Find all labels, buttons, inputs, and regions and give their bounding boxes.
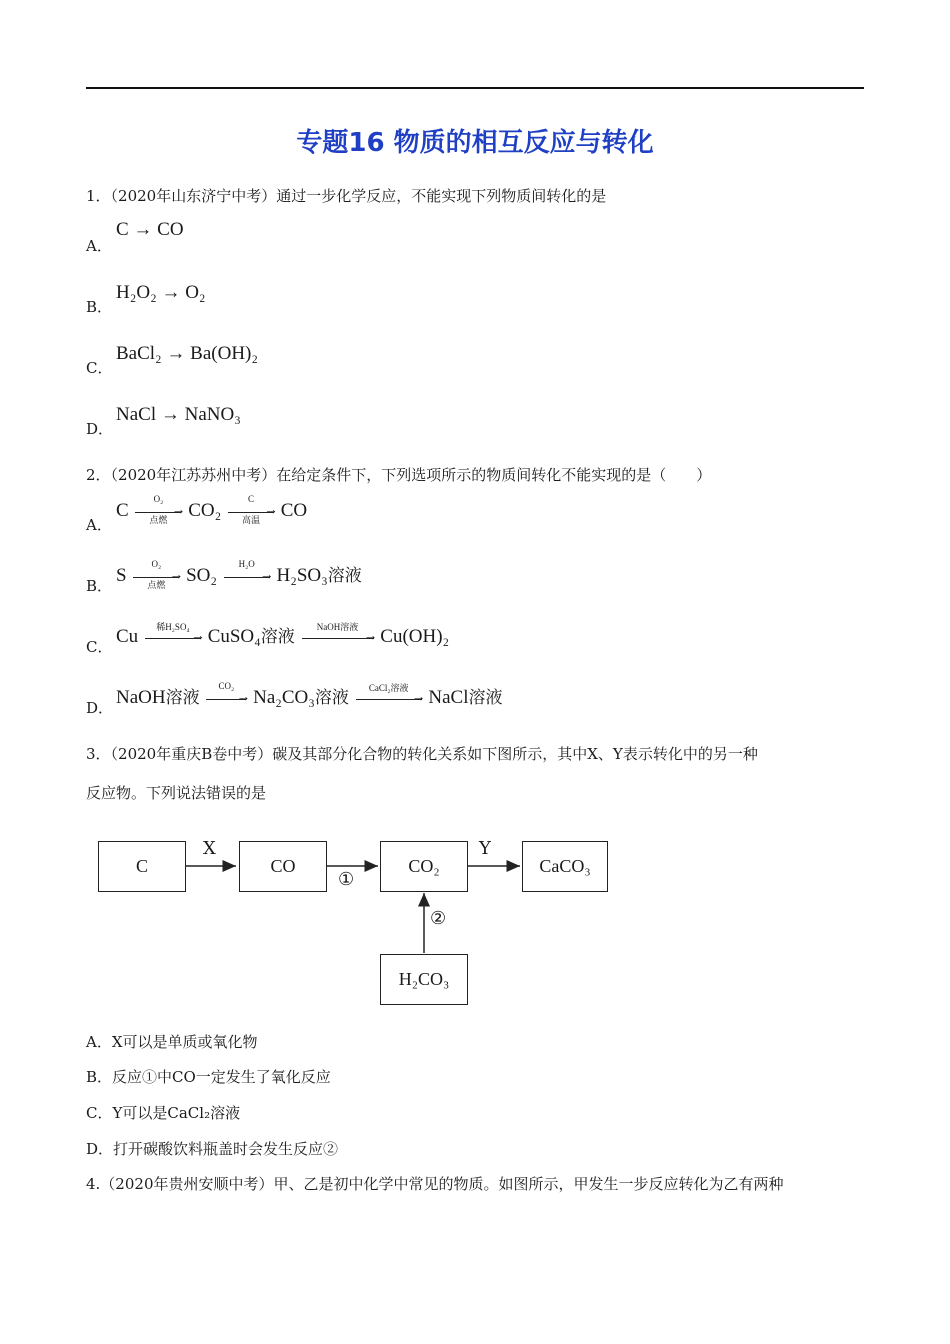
q2-a-end: CO [280,500,308,521]
header-rule [86,87,864,89]
q3-stem-line2: 反应物。下列说法错误的是 [86,784,267,802]
q1-option-c-letter: C． [86,359,113,377]
q2-option-c-formula [116,622,449,648]
q3-option-b: B．反应①中CO一定发生了氧化反应 [86,1068,331,1086]
q2-b-mid: SO₂ [186,565,217,586]
q3-option-c: C．Y可以是CaCl₂溶液 [86,1104,241,1122]
box-caco3: CaCO₃ [522,841,608,892]
q2-a-arrow-1: O₂ → 点燃 [135,502,181,522]
q2-option-a-formula [116,493,308,525]
q2-d-mid: Na₂CO₃ [253,687,315,708]
box-h2co3: H₂CO₃ [380,954,468,1005]
q2-b-start: S [116,565,127,586]
box-co2: CO₂ [380,841,468,892]
q4-stem: 4.（2020年贵州安顺中考）甲、乙是初中化学中常见的物质。如图所示，甲发生一步反应转化为乙有两种 [86,1175,784,1193]
q2-d-end: NaCl [428,687,469,708]
q1-option-d-formula: NaCl → NaNO₃ [116,404,241,425]
q2-c-arrow-1: 稀H₂SO₄ → [145,628,201,648]
label-y: Y [479,838,491,859]
q3-stem-line1: 3．（2020年重庆B卷中考）碳及其部分化合物的转化关系如下图所示，其中X、Y表示转化中的另一种 [86,745,758,763]
q2-stem: 2．（2020年江苏苏州中考）在给定条件下，下列选项所示的物质间转化不能实现的是（ ） [86,466,712,484]
q1-option-b-letter: B． [86,298,113,316]
q2-a-start: C [116,500,129,521]
q2-d-start-cn: 溶液 [165,688,200,708]
q2-b-end: H₂SO₃ [276,565,328,586]
q2-c-start: Cu [116,626,139,647]
q2-d-arrow-2: CaCl₂溶液 → [356,689,422,709]
q2-c-mid-cn: 溶液 [260,627,295,647]
q2-d-arrow-1: CO₂ → [206,689,246,709]
q2-d-start: NaOH [116,687,166,708]
q2-option-d-letter: D． [86,699,114,717]
q2-b-arrow-1: O₂ → 点燃 [133,567,179,587]
q2-c-end: Cu(OH)₂ [380,626,450,647]
q2-option-b-formula [116,558,362,590]
q1-option-a-letter: A． [86,237,112,255]
q2-c-mid: CuSO₄ [207,626,261,647]
label-x: X [203,838,216,859]
carbon-conversion-diagram [88,820,628,1020]
q3-option-d: D．打开碳酸饮料瓶盖时会发生反应② [86,1140,339,1158]
q1-option-b-formula: H₂O₂ → O₂ [116,282,206,303]
q2-a-mid: CO₂ [188,500,222,521]
q1-option-d-letter: D． [86,420,114,438]
box-c: C [98,841,186,892]
q1-option-a-formula: C → CO [116,219,184,240]
q2-b-arrow-2: H₂O → [224,567,270,587]
q1-option-c-formula: BaCl₂ → Ba(OH)₂ [116,343,259,364]
label-reaction-1: ① [338,869,355,890]
label-reaction-2: ② [430,908,447,929]
q2-option-c-letter: C． [86,638,113,656]
q2-b-end-cn: 溶液 [327,566,362,586]
box-co: CO [239,841,327,892]
q2-d-mid-cn: 溶液 [314,688,349,708]
q2-c-arrow-2: NaOH溶液 → [302,628,374,648]
q2-option-b-letter: B． [86,577,113,595]
q1-stem: 1．（2020年山东济宁中考）通过一步化学反应，不能实现下列物质间转化的是 [86,187,607,205]
q2-d-end-cn: 溶液 [468,688,503,708]
q2-option-a-letter: A． [86,516,112,534]
page-title: 专题16 物质的相互反应与转化 [296,128,654,158]
q2-a-arrow-2: C → 高温 [228,502,274,522]
q3-option-a: A．X可以是单质或氧化物 [86,1033,258,1051]
q2-option-d-formula [116,680,503,709]
